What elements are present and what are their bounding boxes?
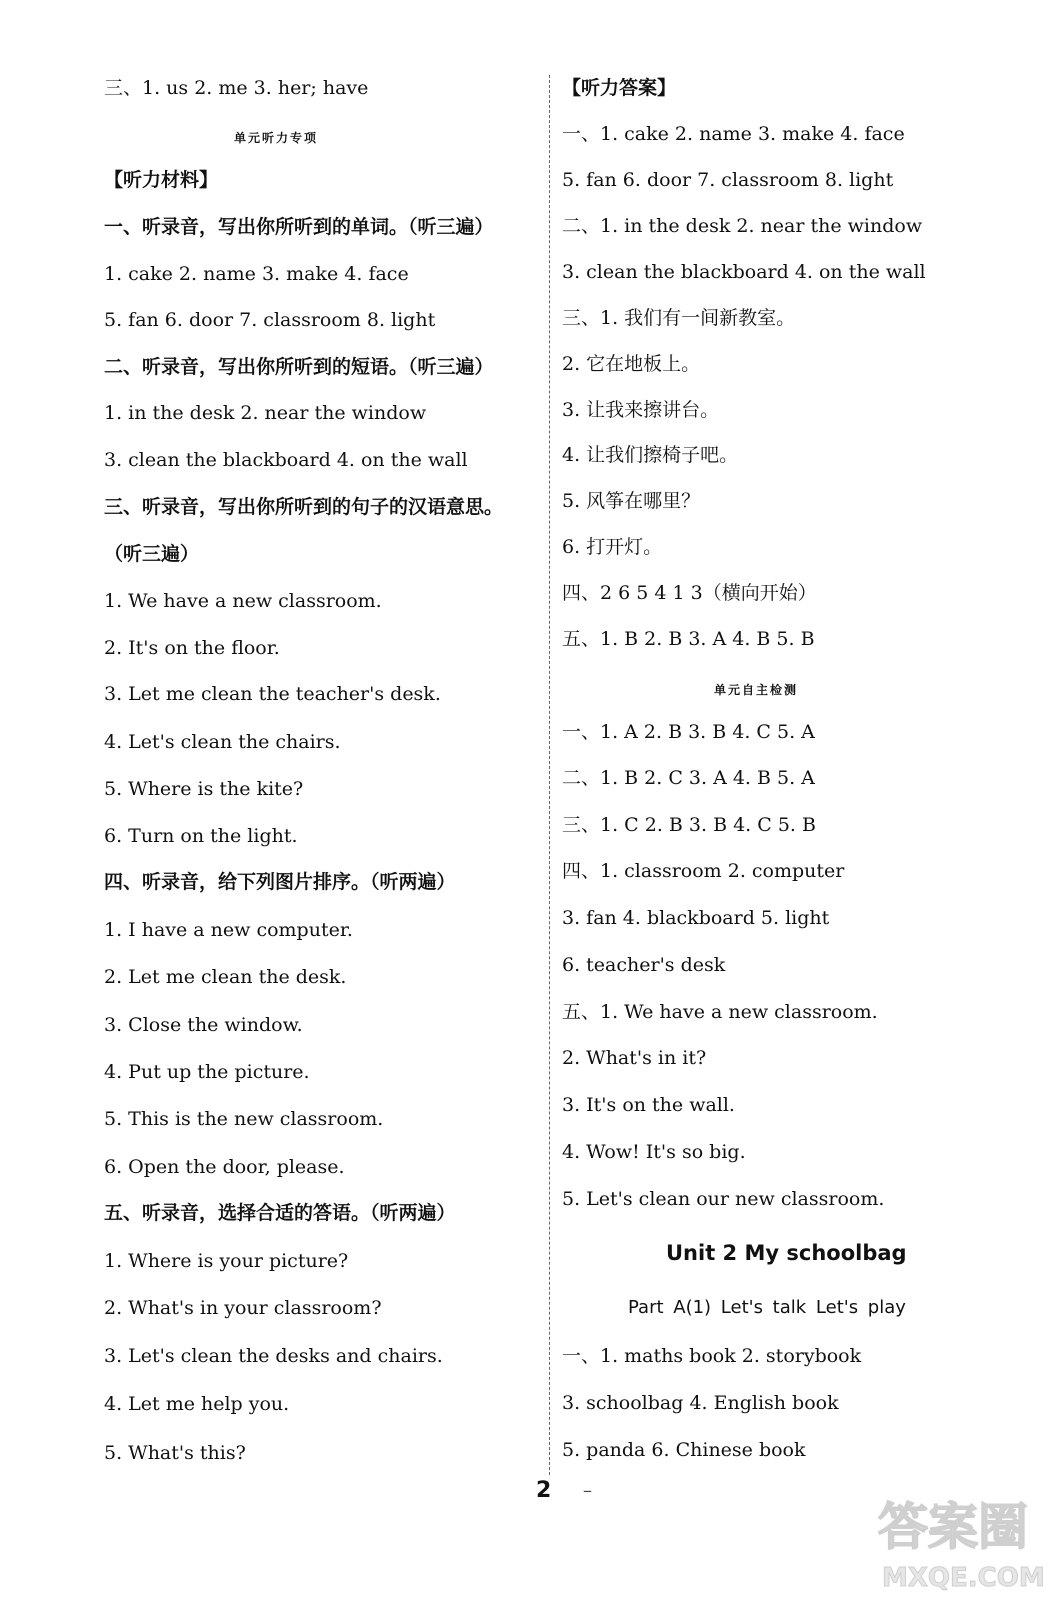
text-line: 1. in the desk 2. near the window: [104, 402, 427, 424]
answer-line: 二、1. in the desk 2. near the window: [562, 215, 923, 237]
section-header: 单元自主检测: [714, 683, 799, 697]
question-title: 一、听录音，写出你所听到的单词。（听三遍）: [104, 216, 494, 238]
answer-line: 三、1. C 2. B 3. B 4. C 5. B: [562, 814, 816, 836]
text-line: 5. Where is the kite?: [104, 778, 304, 800]
text-line: 1. Where is your picture?: [104, 1250, 349, 1272]
answer-line: 五、1. We have a new classroom.: [562, 1001, 878, 1023]
answer-line: 一、1. maths book 2. storybook: [562, 1345, 862, 1367]
column-divider: [549, 75, 550, 1475]
answer-line: 3. schoolbag 4. English book: [562, 1392, 839, 1414]
page-dash: –: [583, 1480, 592, 1501]
watermark-bottom: MXQE.COM: [882, 1563, 1045, 1593]
text-line: 6. Open the door, please.: [104, 1156, 345, 1178]
answer-line: 2. What's in it?: [562, 1047, 707, 1069]
answer-line: 2. 它在地板上。: [562, 353, 701, 375]
answer-line: 6. teacher's desk: [562, 954, 726, 976]
answer-line: 四、2 6 5 4 1 3（横向开始）: [562, 582, 817, 604]
question-title-cont: （听三遍）: [104, 543, 200, 565]
text-line: 6. Turn on the light.: [104, 825, 298, 847]
part-title: Part A(1) Let's talk Let's play: [628, 1297, 906, 1318]
text-line: 3. clean the blackboard 4. on the wall: [104, 449, 468, 471]
text-line: 1. We have a new classroom.: [104, 590, 382, 612]
answer-line: 5. 风筝在哪里？: [562, 490, 701, 512]
answer-line: 三、1. us 2. me 3. her; have: [104, 77, 369, 99]
unit-title: Unit 2 My schoolbag: [666, 1241, 907, 1265]
text-line: 2. What's in your classroom?: [104, 1297, 382, 1319]
question-title: 五、听录音，选择合适的答语。（听两遍）: [104, 1202, 456, 1224]
text-line: 2. It's on the floor.: [104, 637, 280, 659]
answer-line: 3. clean the blackboard 4. on the wall: [562, 261, 926, 283]
answer-line: 4. Wow! It's so big.: [562, 1141, 746, 1163]
answer-line: 3. It's on the wall.: [562, 1094, 735, 1116]
section-header: 单元听力专项: [234, 131, 319, 145]
section-title: 【听力答案】: [562, 77, 677, 99]
page-number: 2: [536, 1478, 552, 1503]
text-line: 3. Close the window.: [104, 1014, 303, 1036]
text-line: 3. Let's clean the desks and chairs.: [104, 1345, 443, 1367]
text-line: 4. Put up the picture.: [104, 1061, 310, 1083]
text-line: 1. cake 2. name 3. make 4. face: [104, 263, 409, 285]
answer-line: 一、1. cake 2. name 3. make 4. face: [562, 123, 905, 145]
watermark-logo: [868, 1486, 1058, 1598]
answer-line: 3. fan 4. blackboard 5. light: [562, 907, 830, 929]
answer-line: 4. 让我们擦椅子吧。: [562, 444, 739, 466]
section-title: 【听力材料】: [104, 169, 219, 191]
question-title: 三、听录音，写出你所听到的句子的汉语意思。: [104, 496, 504, 518]
text-line: 1. I have a new computer.: [104, 919, 353, 941]
answer-line: 5. Let's clean our new classroom.: [562, 1188, 885, 1210]
text-line: 4. Let me help you.: [104, 1393, 290, 1415]
answer-line: 5. panda 6. Chinese book: [562, 1439, 806, 1461]
text-line: 3. Let me clean the teacher's desk.: [104, 683, 441, 705]
answer-line: 三、1. 我们有一间新教室。: [562, 307, 796, 329]
answer-line: 二、1. B 2. C 3. A 4. B 5. A: [562, 767, 815, 789]
text-line: 5. fan 6. door 7. classroom 8. light: [104, 309, 436, 331]
answer-line: 四、1. classroom 2. computer: [562, 860, 845, 882]
answer-line: 5. fan 6. door 7. classroom 8. light: [562, 169, 894, 191]
question-title: 四、听录音，给下列图片排序。（听两遍）: [104, 871, 456, 893]
answer-line: 6. 打开灯。: [562, 536, 663, 558]
answer-line: 五、1. B 2. B 3. A 4. B 5. B: [562, 628, 815, 650]
text-line: 4. Let's clean the chairs.: [104, 731, 341, 753]
text-line: 2. Let me clean the desk.: [104, 966, 347, 988]
watermark-top: 答案圈: [878, 1498, 1028, 1556]
text-line: 5. This is the new classroom.: [104, 1108, 384, 1130]
answer-line: 一、1. A 2. B 3. B 4. C 5. A: [562, 721, 815, 743]
question-title: 二、听录音，写出你所听到的短语。（听三遍）: [104, 356, 494, 378]
text-line: 5. What's this?: [104, 1442, 246, 1464]
answer-line: 3. 让我来擦讲台。: [562, 399, 720, 421]
